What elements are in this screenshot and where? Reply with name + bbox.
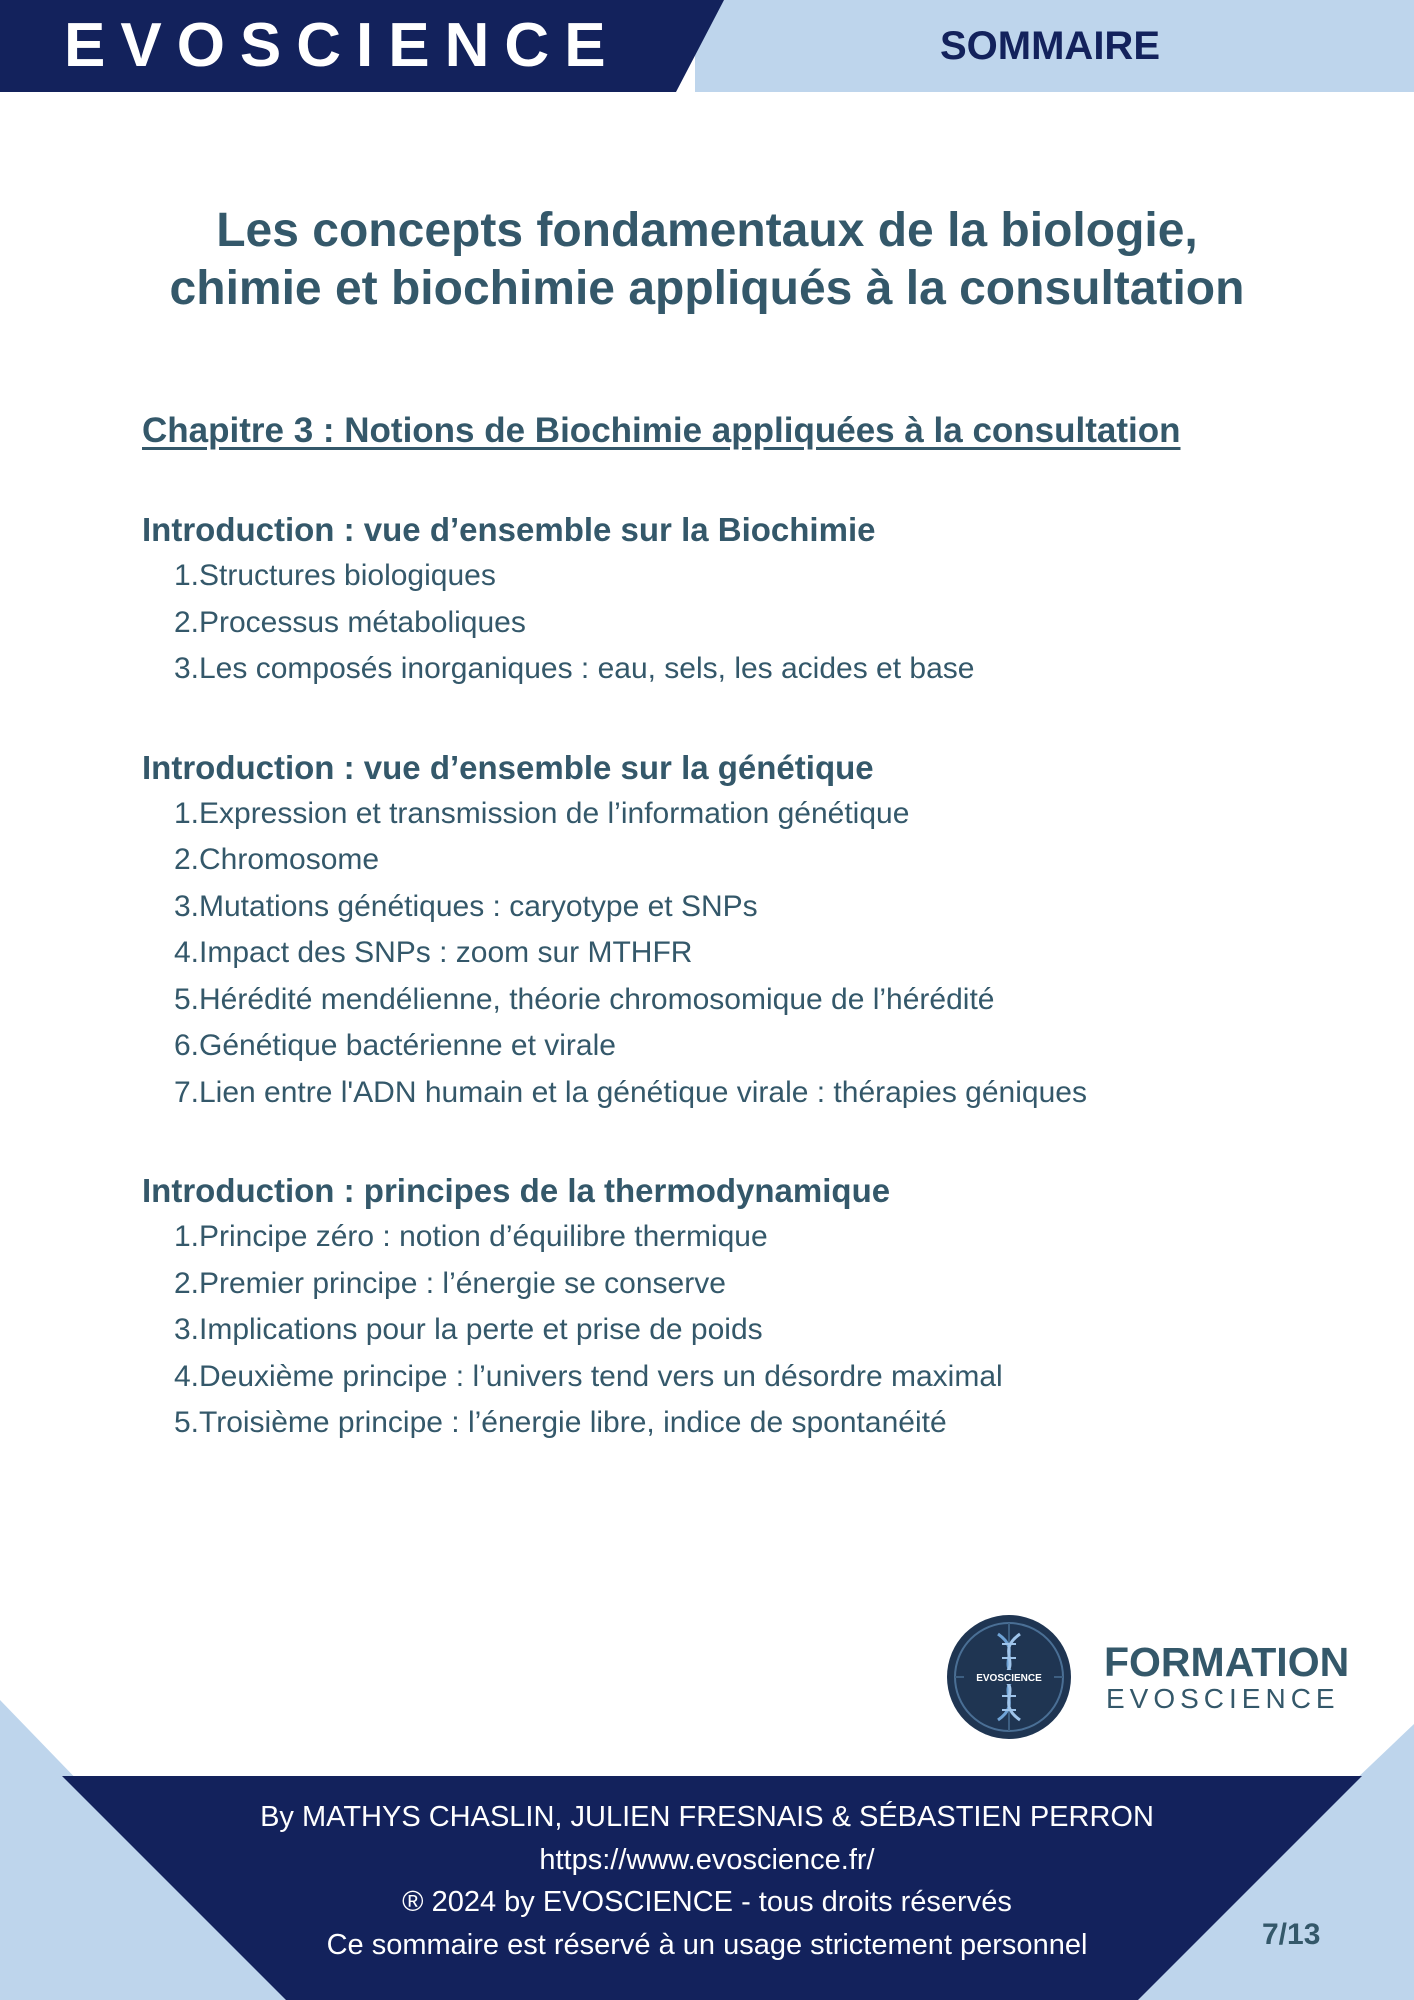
list-item-number: 3. [173,652,199,685]
list-item [142,1261,1292,1308]
footer-notice: Ce sommaire est réservé à un usage strictement personnel [326,1928,1088,1961]
list-item [142,1070,1292,1117]
page-number: 7/13 [1262,1918,1321,1951]
list-item-label: Les composés inorganiques : eau, sels, les acides et base [199,652,975,685]
list-item [142,1023,1292,1070]
list-item-label: Troisième principe : l’énergie libre, indice de spontanéité [199,1406,947,1439]
list-item-label: Deuxième principe : l’univers tend vers un désordre maximal [199,1359,1003,1393]
list-item-number: 1. [173,1220,199,1253]
sections-container [142,507,1292,1447]
list-item-number: 1. [173,559,199,592]
list-item-label: Hérédité mendélienne, théorie chromosomique de l’hérédité [199,982,995,1016]
list-item-number: 4. [173,1359,199,1393]
section-item-list [142,791,1292,1117]
section-title: Introduction : vue d’ensemble sur la Biochimie [142,511,876,548]
list-item-label: Génétique bactérienne et virale [199,1029,616,1062]
list-item-number: 2. [173,605,199,639]
page-header [0,0,1414,92]
list-item-number: 1. [173,796,199,830]
list-item-label: Impact des SNPs : zoom sur MTHFR [199,936,693,969]
table-of-contents [142,408,1292,1499]
list-item-label: Processus métaboliques [199,605,526,639]
toc-section [142,507,1292,693]
list-item [142,930,1292,977]
list-item [142,1400,1292,1447]
list-item [142,884,1292,931]
logo-word-formation: FORMATION [1104,1639,1350,1685]
list-item [142,1214,1292,1261]
logo-word-evoscience: EVOSCIENCE [1106,1683,1340,1714]
list-item-label: Expression et transmission de l’information génétique [199,796,910,830]
list-item-number: 4. [173,936,199,969]
emblem-text: EVOSCIENCE [976,1673,1042,1684]
list-item-label: Principe zéro : notion d’équilibre thermique [199,1220,768,1253]
document-title [100,202,1314,318]
section-title: Introduction : principes de la thermodynamique [142,1172,891,1209]
footer-credits [200,1796,1214,1966]
list-item-label: Lien entre l'ADN humain et la génétique virale : thérapies géniques [199,1075,1087,1109]
footer-copyright: ® 2024 by EVOSCIENCE - tous droits réservés [402,1886,1012,1918]
list-item-label: Structures biologiques [199,559,496,592]
list-item-number: 7. [173,1075,199,1109]
list-item-number: 2. [173,843,199,876]
list-item-label: Chromosome [199,843,380,876]
list-item [142,791,1292,838]
brand-wordmark: EVOSCIENCE [64,11,621,80]
list-item [142,837,1292,884]
list-item [142,600,1292,647]
list-item-label: Implications pour la perte et prise de poids [199,1313,763,1346]
list-item-number: 5. [173,982,199,1016]
list-item-label: Premier principe : l’énergie se conserve [199,1266,726,1300]
list-item-number: 3. [173,889,199,923]
section-label: SOMMAIRE [940,24,1160,68]
list-item-number: 5. [173,1406,199,1439]
title-line-2: chimie et biochimie appliqués à la consultation [169,262,1245,315]
list-item-number: 2. [173,1266,199,1300]
title-line-1: Les concepts fondamentaux de la biologie, [216,204,1198,257]
toc-section [142,1168,1292,1447]
footer-url-link[interactable]: https://www.evoscience.fr/ [539,1843,875,1876]
list-item [142,977,1292,1024]
list-item-label: Mutations génétiques : caryotype et SNPs [199,889,758,923]
section-title: Introduction : vue d’ensemble sur la génétique [142,748,874,786]
list-item [142,553,1292,600]
list-item [142,1307,1292,1354]
list-item-number: 6. [173,1029,199,1062]
list-item [142,1354,1292,1401]
list-item [142,646,1292,693]
section-item-list [142,553,1292,693]
footer-authors: By MATHYS CHASLIN, JULIEN FRESNAIS & SÉBASTIEN PERRON [260,1801,1154,1833]
list-item-number: 3. [173,1313,199,1346]
section-item-list [142,1214,1292,1447]
toc-section [142,745,1292,1117]
chapter-heading: Chapitre 3 : Notions de Biochimie appliquées à la consultation [142,411,1181,450]
